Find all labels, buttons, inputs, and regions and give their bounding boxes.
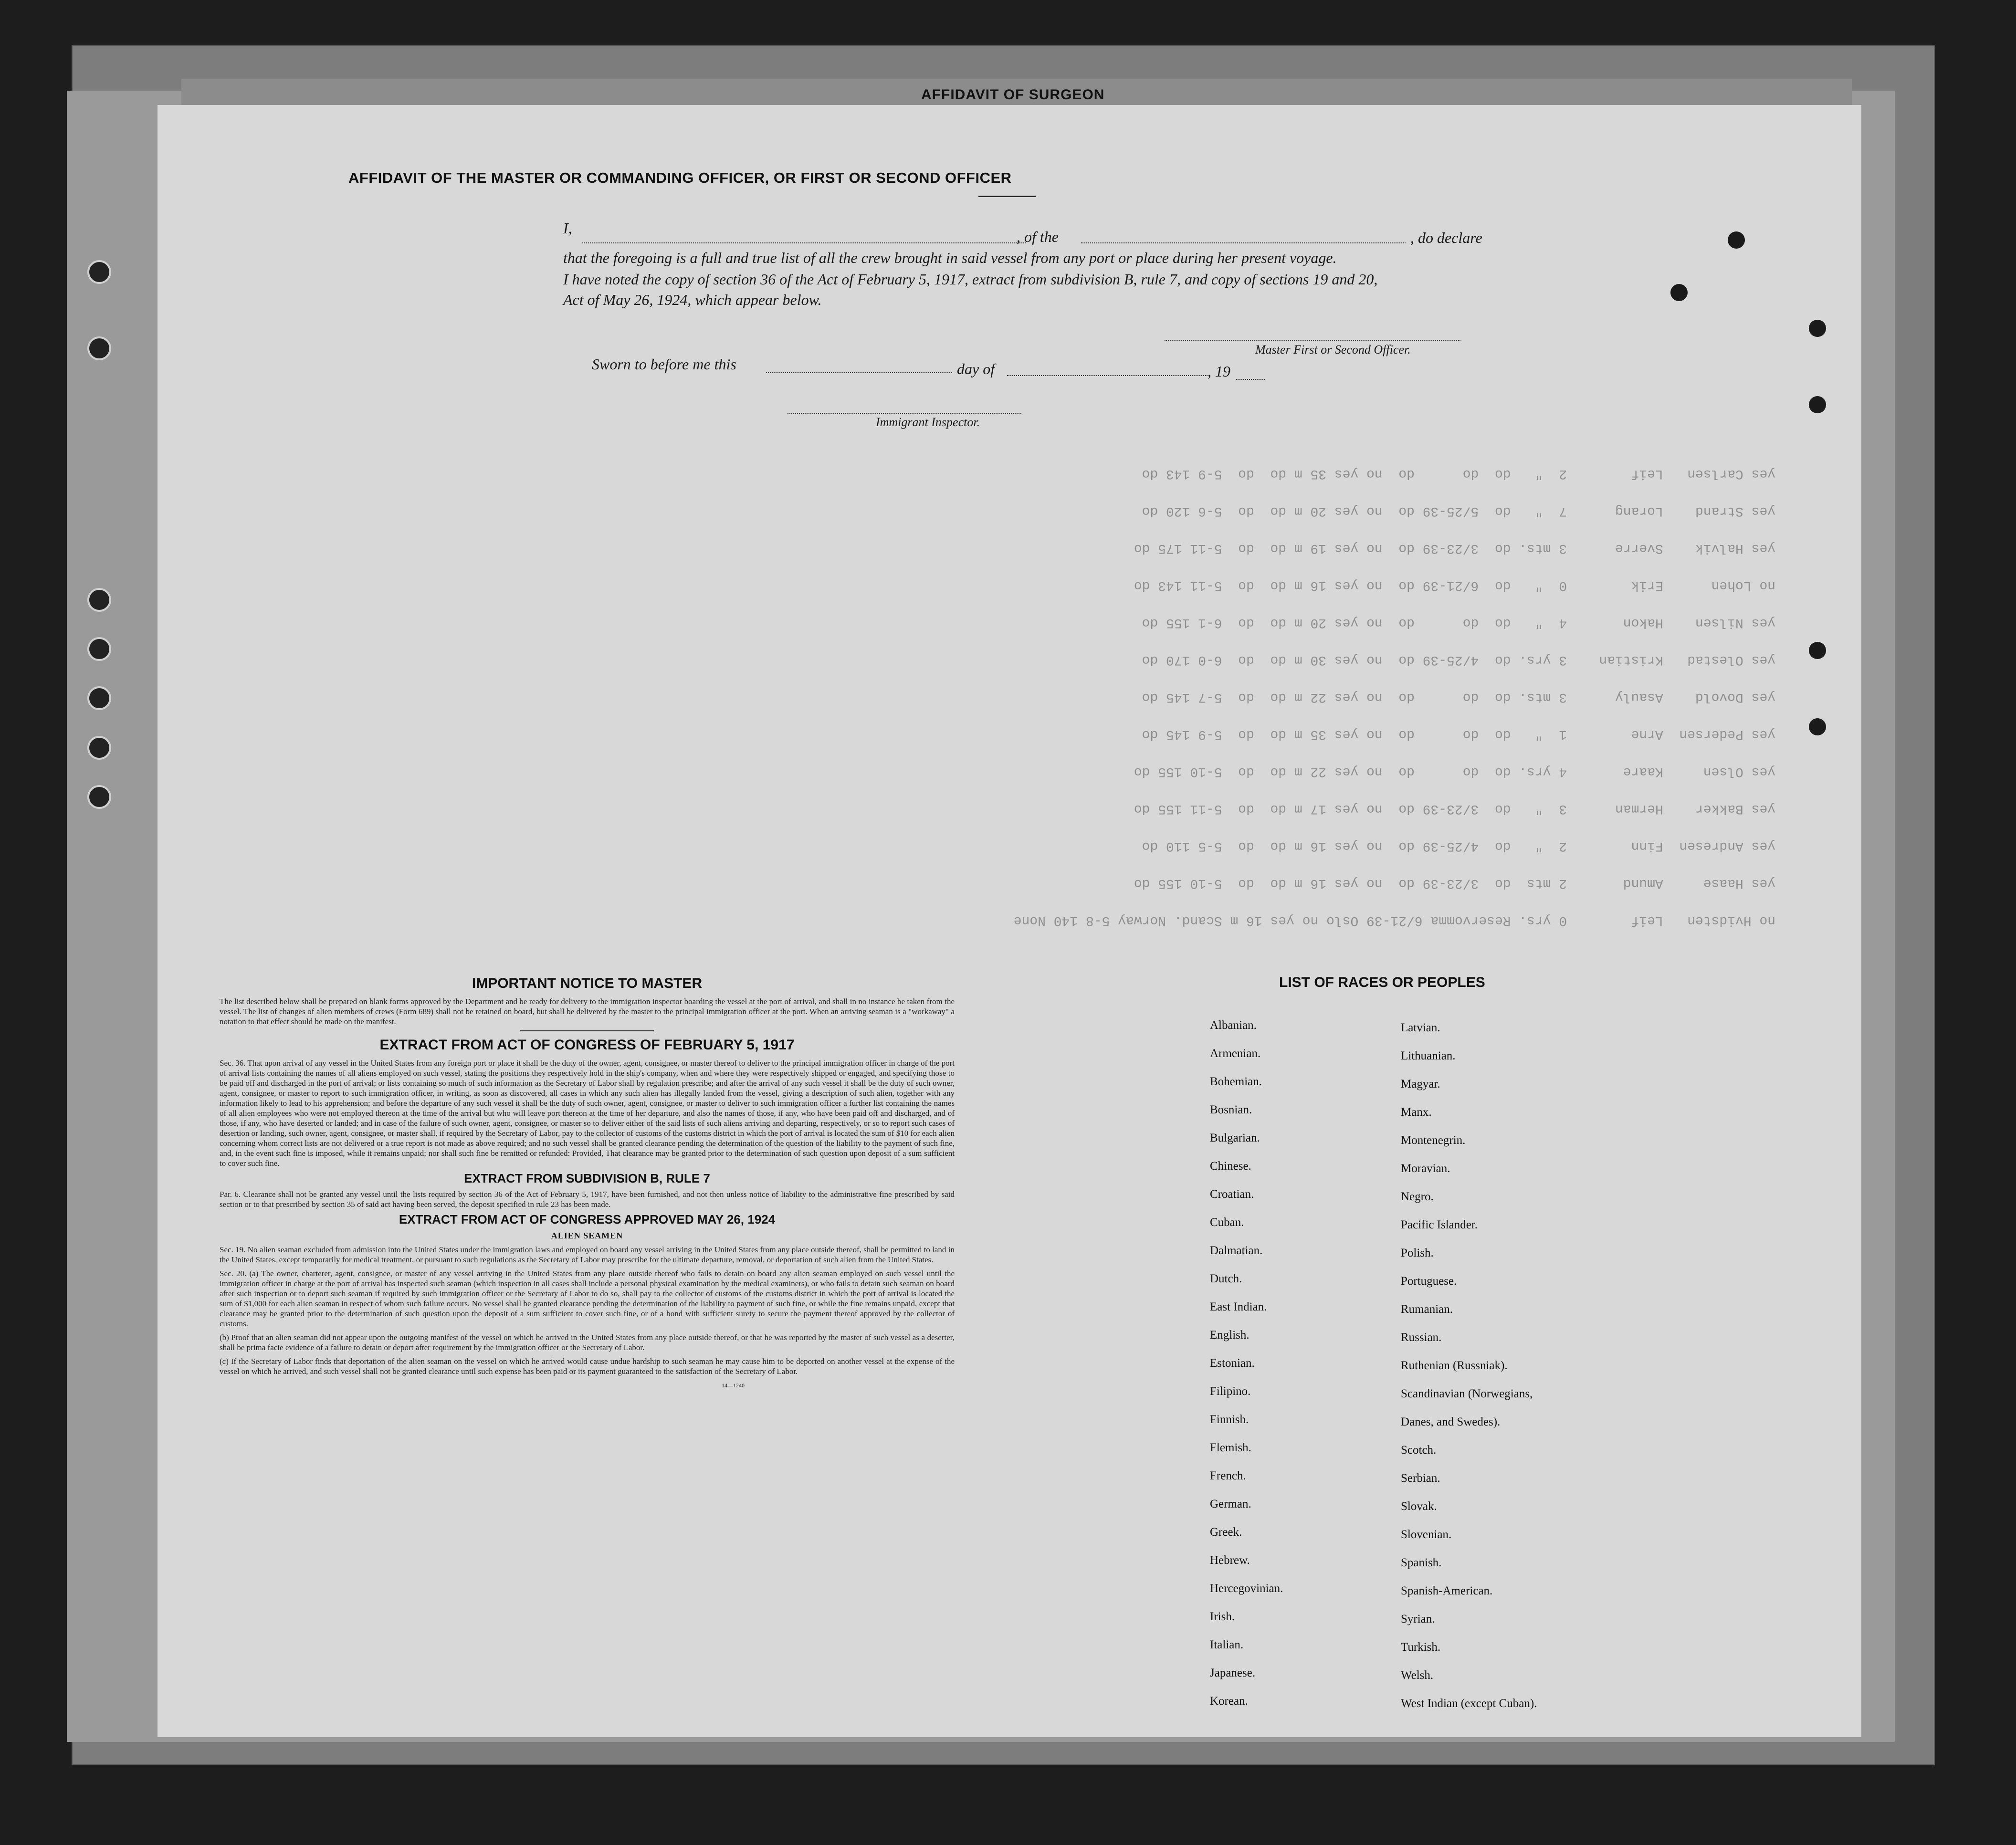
ghost-row: yes Carlsen Leif 2 " do do do no yes 35 m do do 5-9 143 do [1142, 466, 1775, 481]
punch-hole-icon [87, 785, 111, 809]
race-item: Filipino. [1210, 1385, 1251, 1398]
punch-mark-icon [1670, 284, 1688, 301]
race-item: Cuban. [1210, 1216, 1244, 1229]
inspector-signature-line[interactable] [788, 413, 1021, 415]
affidavit-line4: Act of May 26, 1924, which appear below. [563, 291, 822, 308]
sec20b-body: (b) Proof that an alien seaman did not appear upon the outgoing manifest of the vessel on which he arrived in the United States from any place outside thereof, or that he was reported by the master of such vessel as a deserter, shall be prima facie evidence of a failure to detain or deport after requirement by the immigration officer or the Secretary of Labor. [220, 1333, 955, 1352]
race-item: Finnish. [1210, 1413, 1249, 1426]
race-item: Dalmatian. [1210, 1244, 1263, 1257]
day-of-label: day of [957, 360, 995, 377]
punch-hole-icon [87, 686, 111, 710]
race-item: Spanish-American. [1401, 1584, 1493, 1597]
punch-mark-icon [1809, 396, 1826, 413]
legal-notice-column [220, 975, 955, 1391]
sec20c-body: (c) If the Secretary of Labor finds that deportation of the alien seaman on the vessel on which he arrived would cause undue hardship to such seaman he may cause him to be deported on another vessel at the expense of the vessel on which he arrived, and such vessel shall not be granted clearance until such expense has been paid or its payment guaranteed to the satisfaction of the Secretary of Labor. [220, 1357, 955, 1376]
race-item: Slovenian. [1401, 1528, 1452, 1541]
punch-mark-icon [1728, 231, 1745, 249]
ghost-row: yes Bakker Herman 3 " do 3/23-39 do no yes 17 m do do 5-11 155 do [1134, 801, 1775, 816]
ghost-row: yes Andresen Finn 2 " do 4/25-39 do no yes 16 m do do 5-5 110 do [1142, 839, 1775, 853]
vessel-field-line[interactable] [1081, 242, 1406, 244]
race-item: Manx. [1401, 1106, 1432, 1119]
race-item: Portuguese. [1401, 1275, 1457, 1288]
form-number: 14—1240 [722, 1382, 745, 1389]
race-item: West Indian (except Cuban). [1401, 1697, 1537, 1710]
alien-seamen-subtitle: ALIEN SEAMEN [551, 1231, 623, 1240]
race-item: East Indian. [1210, 1300, 1267, 1313]
race-item: Montenegrin. [1401, 1134, 1466, 1147]
race-item: Pacific Islander. [1401, 1218, 1478, 1231]
punch-hole-icon [87, 336, 111, 360]
ghost-row: no Hvidsten Leif 0 yrs. Reservomma 6/21-39 Oslo no yes 16 m Scand. Norway 5-8 140 None [1013, 913, 1775, 928]
race-item: Lithuanian. [1401, 1049, 1456, 1062]
ghost-row: yes Dovold Asauly 3 mts. do do do no yes 22 m do do 5-7 145 do [1142, 690, 1775, 704]
race-item: Armenian. [1210, 1047, 1261, 1060]
race-item: Japanese. [1210, 1667, 1256, 1679]
ghost-row: yes Nilsen Hakon 4 " do do do no yes 20 m do do 6-1 155 do [1142, 615, 1775, 630]
race-item: Albanian. [1210, 1019, 1257, 1032]
race-item: Danes, and Swedes). [1401, 1415, 1501, 1428]
race-item: German. [1210, 1498, 1251, 1510]
race-item: Spanish. [1401, 1556, 1442, 1569]
race-item: Slovak. [1401, 1500, 1437, 1513]
surgeon-title: AFFIDAVIT OF SURGEON [921, 87, 1105, 103]
race-item: Serbian. [1401, 1472, 1440, 1485]
race-item: Polish. [1401, 1247, 1434, 1259]
affidavit-line3: I have noted the copy of section 36 of the Act of February 5, 1917, extract from subdivision B, rule 7, and copy of sections 19 and 20, [563, 271, 1378, 288]
race-item: Moravian. [1401, 1162, 1450, 1175]
race-item: Flemish. [1210, 1441, 1251, 1454]
race-item: Estonian. [1210, 1357, 1255, 1370]
divider [520, 1030, 654, 1031]
affidavit-line2: that the foregoing is a full and true list of all the crew brought in said vessel from any port or place during her present voyage. [563, 249, 1337, 266]
race-item: Rumanian. [1401, 1303, 1453, 1316]
ghost-row: yes Olsen Kaare 4 yrs. do do do no yes 22 m do do 5-10 155 do [1134, 764, 1775, 779]
ghost-row: yes Pedersen Arne 1 " do do do no yes 35 m do do 5-9 145 do [1142, 727, 1775, 742]
notice-title: IMPORTANT NOTICE TO MASTER [472, 975, 703, 991]
ghost-row: yes Haase Amund 2 mts do 3/23-39 do no yes 16 m do do 5-10 155 do [1134, 876, 1775, 891]
year-line[interactable] [1236, 379, 1265, 381]
affidavit-declare: , do declare [1410, 229, 1482, 246]
ghost-row: yes Olestad Kristian 3 yrs. do 4/25-39 do no yes 30 m do do 6-0 170 do [1142, 652, 1775, 667]
sworn-month-line[interactable] [1007, 375, 1208, 377]
race-item: Chinese. [1210, 1160, 1251, 1173]
race-item: Korean. [1210, 1695, 1248, 1708]
race-item: Turkish. [1401, 1641, 1441, 1654]
sworn-label: Sworn to before me this [592, 356, 736, 373]
sworn-day-line[interactable] [766, 372, 952, 374]
title-underline [978, 196, 1036, 197]
master-signature-line[interactable] [1165, 340, 1460, 342]
inspector-label: Immigrant Inspector. [876, 415, 980, 429]
extract2-title: EXTRACT FROM SUBDIVISION B, RULE 7 [464, 1171, 710, 1185]
race-item: Bohemian. [1210, 1075, 1262, 1088]
notice-body: The list described below shall be prepared on blank forms approved by the Department and be ready for delivery to the immigration inspector boarding the vessel at the port of arrival, and shall in no instance be taken from the vessel. The list of changes of alien members of crews (Form 689) shall not be retained on board, but shall be delivered by the master to the principal immigration officer at the port. When an arriving seaman is a "workaway" a notation to that effect should be made on the manifest. [220, 997, 955, 1026]
race-item: Dutch. [1210, 1272, 1242, 1285]
affidavit-title: AFFIDAVIT OF THE MASTER OR COMMANDING OFFICER, OR FIRST OR SECOND OFFICER [348, 169, 1012, 186]
race-item: Latvian. [1401, 1021, 1440, 1034]
race-item: Bosnian. [1210, 1103, 1252, 1116]
race-item: English. [1210, 1329, 1250, 1342]
race-item: Magyar. [1401, 1078, 1440, 1090]
race-item: Scotch. [1401, 1444, 1437, 1457]
ghost-row: yes Strand Lorang 7 " do 5/25-39 do no yes 20 m do do 5-6 120 do [1142, 503, 1775, 518]
race-item: French. [1210, 1469, 1246, 1482]
sec20a-body: Sec. 20. (a) The owner, charterer, agent, consignee, or master of any vessel arriving in the United States from any place outside thereof who fails to detain on board any alien seaman employed on such vessel until the immigration officer in charge at the port of arrival has inspected such seaman (which inspection in all cases shall include a personal physical examination by the medical examiners), or who fails to detain such seaman on board after such inspection or to deport such seaman if required by such immigration officer or the Secretary of Labor to do so, shall pay to the collector of customs of the customs district in which the port of arrival is located the sum of $1,000 for each alien seaman in respect of whom such failure occurs. No vessel shall be granted clearance pending the determination of the liability to payment of such fine, or while the fine remains unpaid, except that clearance may be granted prior to the determination of such question upon the deposit of a sum sufficient to cover such fine, or of a bond with sufficient surety to secure the payment thereof approved by the collector of customs. [220, 1269, 955, 1328]
race-item: Syrian. [1401, 1613, 1435, 1625]
race-item: Greek. [1210, 1526, 1242, 1539]
extract1-body: Sec. 36. That upon arrival of any vessel in the United States from any foreign port or place it shall be the duty of the owner, agent, consignee, or master thereof to deliver to the principal immigration officer in charge of the port of arrival lists containing the names of all aliens employed on such vessel, stating the positions they respectively hold in the ship's company, when and where they were respectively shipped or engaged, and specifying those to be paid off and discharged in the port of arrival; or lists containing so much of such information as the Secretary of Labor shall by regulation prescribe; and after the arrival of any such vessel it shall be the duty of such owner, agent, consignee, or master to report to such immigration officer, in writing, as soon as discovered, all cases in which any such alien has illegally landed from the vessel, giving a description of such alien, together with any information likely to lead to his apprehension; and before the departure of any such vessel it shall be the duty of such owner, agent, consignee, or master to deliver to such immigration officer a further list containing the names of all alien employees who were not employed thereon at the time of the arrival but who will leave port thereon at the time of her departure, and also the names of those, if any, who have been paid off and discharged, and of those, if any, who have deserted or landed; and in case of the failure of such owner, agent, consignee, or master so to deliver either of the said lists of such aliens arriving and departing, respectively, or so to report such cases of desertion or landing, such owner, agent, consignee, or master shall, if required by the Secretary of Labor, pay to the collector of customs of the customs district in which the port of arrival is located the sum of $10 for each alien concerning whom correct lists are not delivered or a true report is not made as above required; and no such vessel shall be granted clearance pending the determination of the question of the liability to the payment of such fine, and, in the event such fine is imposed, while it remains unpaid; nor shall such fine be remitted or refunded: Provided, That clearance may be granted prior to the determination of such question upon deposit of a sum sufficient to cover such fine. [220, 1059, 955, 1168]
race-item: Negro. [1401, 1190, 1434, 1203]
punch-hole-icon [87, 260, 111, 284]
extract3-title: EXTRACT FROM ACT OF CONGRESS APPROVED MAY 26, 1924 [399, 1212, 776, 1227]
affidavit-i: I, [563, 220, 572, 237]
race-item: Hebrew. [1210, 1554, 1250, 1567]
extract2-body: Par. 6. Clearance shall not be granted any vessel until the lists required by section 36 of the Act of February 5, 1917, have been furnished, and not then unless notice of liability to the administrative fine prescribed by said section or to that prescribed by section 35 of said act having been served, the deposit specified in rule 23 has been made. [220, 1190, 955, 1209]
punch-mark-icon [1809, 320, 1826, 337]
name-field-line[interactable] [582, 242, 1026, 244]
ghost-row: yes Halvik Sverre 3 mts. do 3/23-39 do no yes 19 m do do 5-11 175 do [1134, 541, 1775, 556]
punch-mark-icon [1809, 718, 1826, 735]
punch-hole-icon [87, 588, 111, 612]
ghost-row: no Lohen Erik 0 " do 6/21-39 do no yes 16 m do do 5-11 143 do [1134, 578, 1775, 593]
bleed-through-manifest [544, 444, 1775, 928]
year-label: , 19 [1208, 363, 1230, 380]
race-item: Scandinavian (Norwegians, [1401, 1387, 1533, 1400]
punch-mark-icon [1809, 642, 1826, 659]
master-label: Master First or Second Officer. [1255, 343, 1411, 356]
race-item: Welsh. [1401, 1669, 1434, 1682]
race-item: Croatian. [1210, 1188, 1254, 1201]
race-item: Irish. [1210, 1610, 1235, 1623]
punch-hole-icon [87, 637, 111, 661]
race-item: Italian. [1210, 1638, 1244, 1651]
race-item: Russian. [1401, 1331, 1442, 1344]
race-item: Ruthenian (Russniak). [1401, 1359, 1508, 1372]
affidavit-of: , of the [1017, 228, 1059, 245]
race-item: Bulgarian. [1210, 1132, 1260, 1144]
races-title: LIST OF RACES OR PEOPLES [1279, 975, 1485, 990]
extract1-title: EXTRACT FROM ACT OF CONGRESS OF FEBRUARY 5, 1917 [379, 1037, 795, 1053]
sec19-body: Sec. 19. No alien seaman excluded from admission into the United States under the immigration laws and employed on board any vessel arriving in the United States from any place outside thereof, shall be permitted to land in the United States, except temporarily for medical treatment, or pursuant to such regulations as the Secretary of Labor may prescribe for the ultimate departure, removal, or deportation of such alien from the United States. [220, 1245, 955, 1264]
punch-hole-icon [87, 736, 111, 760]
race-item: Hercegovinian. [1210, 1582, 1283, 1595]
